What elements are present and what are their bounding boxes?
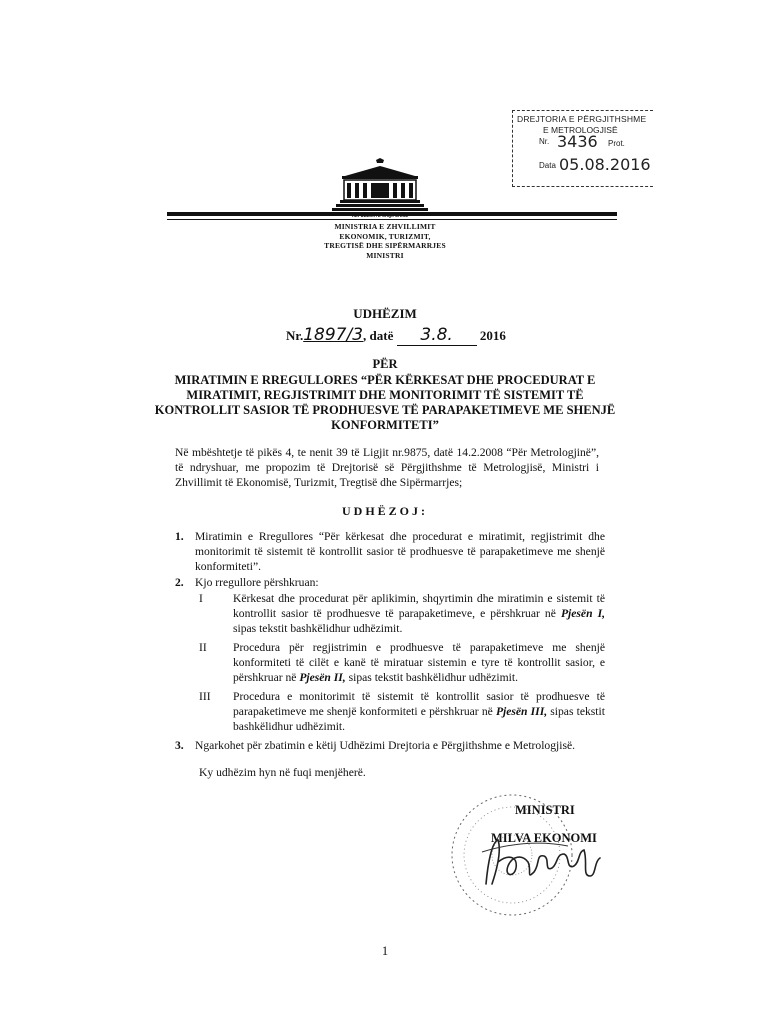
ministry-line-4: MINISTRI xyxy=(366,250,404,260)
title-line-1: MIRATIMIN E RREGULLORES “PËR KËRKESAT DHE PROCEDURAT E xyxy=(174,373,596,387)
stamp-date-value: 05.08.2016 xyxy=(559,155,651,174)
title-line-3: KONTROLLIT SASIOR TË PRODHUESVE TË PARAPAKETIMEVE ME SHENJË xyxy=(154,403,616,417)
stamp-prot-label: Prot. xyxy=(608,139,625,148)
stamp-date-label: Data xyxy=(539,161,556,170)
roman-numeral: III xyxy=(199,690,211,703)
part-reference: Pjesën II, xyxy=(299,671,346,684)
ministry-line-1: MINISTRIA E ZHVILLIMIT xyxy=(334,222,436,231)
page-number: 1 xyxy=(381,944,389,958)
udhezoj-heading: UDHËZOJ: xyxy=(341,504,428,518)
title-line-4: KONFORMITETI” xyxy=(331,418,439,432)
roman-numeral: II xyxy=(199,641,207,654)
sub-item-tail: sipas tekstit bashkëlidhur udhëzimit. xyxy=(233,705,605,733)
sub-item-tail: sipas tekstit bashkëlidhur udhëzimit. xyxy=(233,622,403,635)
instruction-list xyxy=(175,529,605,754)
header-rule xyxy=(167,212,617,216)
sub-item-tail: sipas tekstit bashkëlidhur udhëzimit. xyxy=(348,671,518,684)
list-item xyxy=(175,738,605,753)
list-item xyxy=(175,575,605,590)
header-rule-thin xyxy=(167,219,617,220)
per-heading: PËR xyxy=(372,357,398,371)
ministry-header xyxy=(300,222,470,260)
part-reference: Pjesën I, xyxy=(560,607,606,620)
signatory-title: MINISTRI xyxy=(515,803,575,817)
item-text: Kjo rregullore përshkruan: xyxy=(195,576,319,589)
item-text: Ngarkohet për zbatimin e këtij Udhëzimi Drejtoria e Përgjithshme e Metrologjisë. xyxy=(195,739,576,752)
item-number: 1. xyxy=(175,530,184,543)
sub-item-text: Procedura e monitorimit të sistemit të kontrollit sasior të prodhuesve të parapaketimeve me shenjë konformiteti e përshkruar në xyxy=(233,690,605,718)
title-line-2: MIRATIMIT, REGJISTRIMIT DHE MONITORIMIT TË SISTEMIT TË xyxy=(186,388,584,402)
sub-item xyxy=(175,689,605,734)
ministry-line-3: TREGTISË DHE SIPËRMARRJES xyxy=(324,241,446,250)
registration-stamp xyxy=(512,110,653,187)
sub-item xyxy=(175,591,605,636)
item-number: 3. xyxy=(175,739,184,752)
list-item xyxy=(175,529,605,574)
document-title xyxy=(0,373,770,433)
signatory-name: MILVA EKONOMI xyxy=(491,831,597,845)
year: 2016 xyxy=(479,328,506,343)
document-number-line xyxy=(286,325,506,346)
date-label: , datë xyxy=(363,328,394,343)
closing-statement: Ky udhëzim hyn në fuqi menjëherë. xyxy=(199,766,366,779)
document-type: UDHËZIM xyxy=(353,306,417,321)
sub-item-text: Procedura për regjistrimin e prodhuesve të parapaketimeve me shenjë konformiteti të cilët e kanë të miratuar sistemin e tyre të kontrollit sasior, e përshkruar në xyxy=(233,641,605,684)
roman-numeral: I xyxy=(199,592,203,605)
nr-value: 1897/3 xyxy=(303,325,364,345)
handwritten-signature-icon xyxy=(478,832,608,892)
part-reference: Pjesën III, xyxy=(495,705,548,718)
parliament-building-icon xyxy=(330,158,430,218)
stamp-line-1: DREJTORIA E PËRGJITHSHME xyxy=(517,114,647,124)
sub-item xyxy=(175,640,605,685)
sub-item-text: Kërkesat dhe procedurat për aplikimin, shqyrtimin dhe miratimin e sistemit të kontrollit sasior të prodhuesve të parapaketimeve, e përshkruar në xyxy=(233,592,605,620)
stamp-nr-label: Nr. xyxy=(539,137,550,146)
stamp-nr-value: 3436 xyxy=(557,132,598,151)
item-text: Miratimin e Rregullores “Për kërkesat dhe procedurat e miratimit, regjistrimit dhe monitorimit të sistemit të kontrollit sasior të prodhuesve të parapaketimeve me shenjë konformiteti”. xyxy=(195,530,605,573)
nr-label: Nr. xyxy=(286,328,304,343)
item-number: 2. xyxy=(175,576,184,589)
preamble: Në mbështetje të pikës 4, te nenit 39 të Ligjit nr.9875, datë 14.2.2008 “Për Metrologjinë”, të ndryshuar, me propozim të Drejtorisë së Përgjithshme të Metrologjisë, Ministri i Zhvillimit të Ekonomisë, Turizmit, Tregtisë dhe Sipërmarrjes; xyxy=(175,446,599,489)
ministry-line-2: EKONOMIK, TURIZMIT, xyxy=(339,231,431,241)
date-value: 3.8. xyxy=(397,325,477,346)
stamp-line-2: E METROLOGJISË xyxy=(543,125,618,135)
